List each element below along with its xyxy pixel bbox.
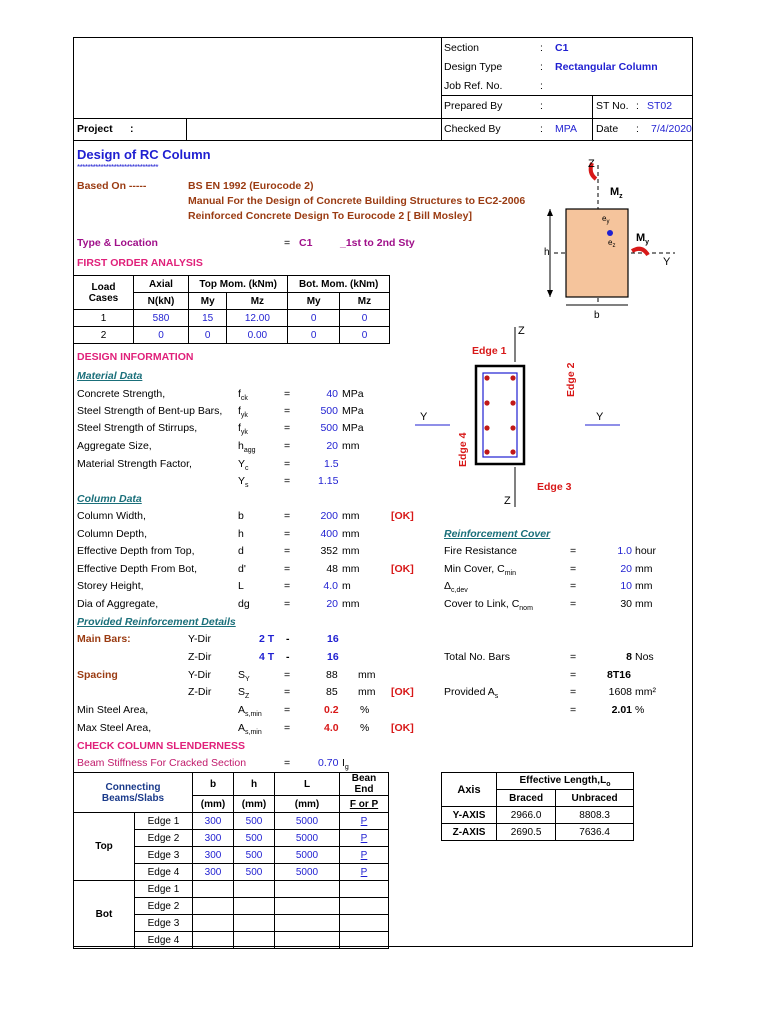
colon: : [540,100,543,112]
cover-label: $\Delta_{c,dev}$ [444,580,468,595]
equals: = [570,545,577,557]
edge-cell: Edge 3 [135,847,193,864]
y-bar-count[interactable]: 2 T [259,633,275,645]
equals: = [570,669,577,681]
fp-cell[interactable]: P [340,830,389,847]
column-value[interactable]: 4.0 [323,580,338,592]
bot-my-cell[interactable]: 0 [288,327,340,344]
material-symbol: $f_{yk}$ [238,422,248,437]
provided-pct-value: 2.01 [611,704,632,716]
l-cell[interactable]: 5000 [275,830,340,847]
st-no-label: ST No. [596,100,629,112]
cover-value[interactable]: 10 [620,580,632,592]
colon: : [540,80,543,92]
column-label: Effective Depth From Bot, [77,563,198,575]
edge-diagram [410,322,630,512]
edge-cell: Edge 4 [135,864,193,881]
sz-symbol: $S_Z$ [238,686,250,701]
bot-mz-cell[interactable]: 0 [339,327,389,344]
column-unit: mm [342,528,360,540]
b-cell[interactable]: 300 [193,847,234,864]
cover-value[interactable]: 20 [620,563,632,575]
material-symbol: $Y_c$ [238,458,249,473]
material-label: Aggregate Size, [77,440,152,452]
equals: = [284,545,291,557]
asmax-symbol: $A_{s,min}$ [238,722,262,737]
h-unit: (mm) [234,796,275,813]
material-value[interactable]: 500 [320,405,338,417]
sy-symbol: $S_Y$ [238,669,250,684]
sz-unit: mm [358,686,376,698]
column-symbol: dg [238,598,250,610]
design-type-value: Rectangular Column [555,61,658,73]
ey-label: $e_y$ [602,214,610,225]
rebar-icon [510,449,515,454]
material-symbol: $f_{yk}$ [238,405,248,420]
y-bar-dia[interactable]: 16 [327,633,339,645]
material-heading: Material Data [77,370,143,382]
equals: = [284,757,291,769]
y-label: Y [596,411,604,423]
colon: : [540,123,543,135]
material-value[interactable]: 1.5 [324,458,339,470]
unbraced-cell: 7636.4 [556,824,634,841]
column-label: Storey Height, [77,580,144,592]
b-cell[interactable]: 300 [193,830,234,847]
location-value: _1st to 2nd Sty [340,237,415,249]
section-value: C1 [555,42,569,54]
type-value: C1 [299,237,313,249]
l-cell[interactable]: 5000 [275,864,340,881]
top-label: Top [74,813,135,881]
max-steel-label: Max Steel Area, [77,722,152,734]
edge-2-label: Edge 2 [565,362,577,397]
prepared-label: Prepared By [444,100,503,112]
first-order-heading: FIRST ORDER ANALYSIS [77,257,203,269]
h-cell[interactable] [234,915,275,932]
column-unit: mm [342,563,360,575]
material-value[interactable]: 1.15 [318,475,339,487]
section-label: Section [444,42,480,54]
material-value[interactable]: 40 [326,388,338,400]
based-on-label: Based On ----- [77,180,147,192]
material-unit: mm [342,440,360,452]
min-steel-label: Min Steel Area, [77,704,149,716]
h-cell[interactable] [234,932,275,949]
header-divider [592,95,593,141]
sz-value: 85 [326,686,338,698]
page-title: Design of RC Column [77,147,211,162]
material-symbol: $f_{ck}$ [238,388,248,403]
beam-end-header: Bean End [340,773,389,796]
top-moment-header: Top Mom. (kNm) [189,276,288,293]
fp-cell[interactable]: P [340,847,389,864]
axial-unit-header: N(kN) [134,293,189,310]
l-cell[interactable]: 5000 [275,813,340,830]
top-mz-cell[interactable]: 0.00 [227,327,288,344]
z-bar-dia[interactable]: 16 [327,651,339,663]
equals: = [284,598,291,610]
mz-header: Mz [339,293,389,310]
l-cell[interactable]: 5000 [275,847,340,864]
column-value[interactable]: 200 [320,510,338,522]
rebar-icon [484,425,489,430]
y-label: Y [420,411,428,423]
table-row [74,881,389,898]
material-label: Steel Strength of Stirrups, [77,422,198,434]
total-bars-unit: Nos [635,651,654,663]
equals: = [284,686,291,698]
column-symbol: d [238,545,244,557]
sy-value: 88 [326,669,338,681]
bot-mz-cell[interactable]: 0 [339,310,389,327]
provided-as-value: 1608 [608,686,632,698]
axial-cell[interactable]: 0 [134,327,189,344]
case-cell: 1 [74,310,134,327]
column-label: Column Width, [77,510,146,522]
checked-value: MPA [555,123,577,135]
column-symbol: b [238,510,244,522]
min-steel-value: 0.2 [324,704,339,716]
edge-cell: Edge 1 [135,881,193,898]
top-my-cell[interactable]: 15 [189,310,227,327]
material-unit: MPa [342,405,364,417]
my-header: My [288,293,340,310]
top-my-cell[interactable]: 0 [189,327,227,344]
rebar-icon [510,375,515,380]
beam-stiffness-value[interactable]: 0.70 [318,757,339,769]
table-row [74,327,390,344]
edge-cell: Edge 2 [135,830,193,847]
equals: = [284,563,291,575]
colon: : [540,42,543,54]
equals: = [284,704,291,716]
l-header: L [275,773,340,796]
h-header: h [234,773,275,796]
rebar-icon [484,449,489,454]
axial-cell[interactable]: 580 [134,310,189,327]
project-label: Project [77,123,113,135]
h-cell[interactable]: 500 [234,813,275,830]
equals: = [284,388,291,400]
top-mz-cell[interactable]: 12.00 [227,310,288,327]
st-no-value: ST02 [647,100,673,112]
max-steel-value: 4.0 [324,722,339,734]
percent: % [635,704,645,716]
b-unit: (mm) [193,796,234,813]
bot-label: Bot [74,881,135,949]
b-cell[interactable]: 300 [193,813,234,830]
fp-cell[interactable]: P [340,864,389,881]
header-rule [73,118,442,119]
load-cases-header: Load Cases [74,276,134,310]
cover-value[interactable]: 1.0 [617,545,632,557]
equals: = [284,510,291,522]
table-row [74,813,389,830]
h-cell[interactable]: 500 [234,847,275,864]
header-rule [441,118,693,119]
total-bars-value: 8 [626,651,632,663]
braced-cell: 2966.0 [497,807,556,824]
braced-header: Braced [497,790,556,807]
header-rule [441,95,693,96]
column-rect [566,209,628,297]
cover-label: Min Cover, $C_{min}$ [444,563,516,578]
fp-cell[interactable]: P [340,813,389,830]
axial-header: Axial [134,276,189,293]
material-symbol: $Y_s$ [238,475,249,490]
beams-header: Connecting Beams/Slabs [74,773,193,813]
type-location-label: Type & Location [77,237,158,249]
mz-header: Mz [227,293,288,310]
dash: - [286,633,290,645]
bars-description: 8T16 [607,669,631,681]
b-cell[interactable] [193,915,234,932]
cover-label: Cover to Link, $C_{nom}$ [444,598,533,613]
b-header: b [193,773,234,796]
material-unit: MPa [342,422,364,434]
edge-4-label: Edge 4 [457,432,469,467]
date-value: 7/4/2020 [651,123,692,135]
material-value[interactable]: 500 [320,422,338,434]
rebar-icon [484,375,489,380]
axis-header: Axis [442,773,497,807]
effective-length-table [441,772,634,841]
z-dir-label: Z-Dir [188,686,212,698]
case-cell: 2 [74,327,134,344]
reference-line: BS EN 1992 (Eurocode 2) [188,180,314,192]
h-label: h [544,247,550,258]
column-value[interactable]: 20 [326,598,338,610]
reinforcement-heading: Provided Reinforcement Details [77,616,236,628]
column-unit: m [342,580,351,592]
percent: % [360,722,370,734]
colon: : [636,123,639,135]
percent: % [360,704,370,716]
material-symbol: $h_{agg}$ [238,440,256,455]
y-dir-label: Y-Dir [188,669,211,681]
bot-my-cell[interactable]: 0 [288,310,340,327]
equals: = [570,563,577,575]
column-label: Dia of Aggregate, [77,598,159,610]
material-value[interactable]: 20 [326,440,338,452]
equals: = [284,237,291,249]
b-label: b [594,310,600,321]
cover-unit: mm [635,563,653,575]
table-row [442,824,634,841]
connecting-beams-table [73,772,389,949]
load-case-table [73,275,390,344]
ok-flag: [OK] [391,563,414,575]
fp-cell[interactable] [340,915,389,932]
cover-unit: mm [635,580,653,592]
rebar-icon [484,400,489,405]
reference-line: Manual For the Design of Concrete Building Structures to EC2-2006 [188,195,526,207]
equals: = [570,686,577,698]
equals: = [284,580,291,592]
column-value: 48 [326,563,338,575]
equals: = [284,475,291,487]
rebar-icon [510,425,515,430]
l-cell[interactable] [275,932,340,949]
colon: : [636,100,639,112]
checked-label: Checked By [444,123,501,135]
cover-value: 30 [620,598,632,610]
equals: = [284,722,291,734]
asmin-symbol: $A_{s,min}$ [238,704,262,719]
h-cell[interactable] [234,898,275,915]
ig-symbol: $I_g$ [342,757,349,772]
cover-unit: mm [635,598,653,610]
design-info-heading: DESIGN INFORMATION [77,351,194,363]
cover-heading: Reinforcement Cover [444,528,551,540]
equals: = [284,669,291,681]
slenderness-heading: CHECK COLUMN SLENDERNESS [77,740,246,752]
z-bar-count[interactable]: 4 T [259,651,275,663]
column-unit: mm [342,510,360,522]
equals: = [284,405,291,417]
dash: - [286,651,290,663]
sy-unit: mm [358,669,376,681]
equals: = [570,704,577,716]
job-ref-label: Job Ref. No. [444,80,503,92]
b-cell[interactable]: 300 [193,864,234,881]
cover-unit: hour [635,545,657,557]
y-dir-label: Y-Dir [188,633,211,645]
l-cell[interactable] [275,881,340,898]
ez-label: $e_z$ [608,238,616,249]
b-cell[interactable] [193,898,234,915]
rebar-icon [510,400,515,405]
table-row [442,807,634,824]
edge-3-label: Edge 3 [537,481,572,493]
column-section-diagram [530,155,680,325]
equals: = [570,580,577,592]
total-bars-label: Total No. Bars [444,651,510,663]
column-symbol: h [238,528,244,540]
h-cell[interactable]: 500 [234,830,275,847]
axis-cell: Y-AXIS [442,807,497,824]
z-label: Z [504,495,511,507]
my-moment-icon [632,249,648,255]
z-label: Z [518,325,525,337]
h-cell[interactable]: 500 [234,864,275,881]
column-value[interactable]: 400 [320,528,338,540]
edge-cell: Edge 3 [135,915,193,932]
z-dir-label: Z-Dir [188,651,212,663]
design-type-label: Design Type [444,61,503,73]
main-bars-label: Main Bars: [77,633,131,645]
l-cell[interactable] [275,915,340,932]
ok-flag: [OK] [391,686,414,698]
column-label: Effective Depth from Top, [77,545,195,557]
eff-length-header: Effective $Length,L_o$ [497,773,634,790]
b-cell[interactable] [193,881,234,898]
material-label: Concrete Strength, [77,388,166,400]
y-label: Y [663,256,671,268]
equals: = [284,528,291,540]
column-symbol: L [238,580,244,592]
unbraced-cell: 8808.3 [556,807,634,824]
equals: = [284,440,291,452]
title-underline-stars: ******************************* [77,163,159,172]
column-heading: Column Data [77,493,142,505]
colon: : [130,123,134,135]
l-cell[interactable] [275,898,340,915]
column-unit: mm [342,598,360,610]
material-unit: MPa [342,388,364,400]
table-row [74,310,390,327]
braced-cell: 2690.5 [497,824,556,841]
ok-flag: [OK] [391,510,414,522]
date-label: Date [596,123,619,135]
mz-label: $M_z$ [610,186,623,200]
arrow-icon [547,290,553,297]
load-point-icon [607,230,613,236]
material-label: Material Strength Factor, [77,458,192,470]
header-rule [73,140,693,141]
header-divider [441,37,442,141]
reference-line: Reinforced Concrete Design To Eurocode 2 [ Bill Mosley] [188,210,472,222]
column-symbol: d' [238,563,246,575]
equals: = [570,598,577,610]
l-unit: (mm) [275,796,340,813]
b-cell[interactable] [193,932,234,949]
colon: : [540,61,543,73]
edge-cell: Edge 1 [135,813,193,830]
column-unit: mm [342,545,360,557]
equals: = [284,458,291,470]
fp-cell[interactable] [340,932,389,949]
bot-moment-header: Bot. Mom. (kNm) [288,276,390,293]
ok-flag: [OK] [391,722,414,734]
unbraced-header: Unbraced [556,790,634,807]
axis-cell: Z-AXIS [442,824,497,841]
fp-cell[interactable] [340,898,389,915]
spacing-label: Spacing [77,669,118,681]
equals: = [570,651,577,663]
column-value: 352 [320,545,338,557]
cover-label: Fire Resistance [444,545,517,557]
fp-unit: F or P [340,796,389,813]
h-cell[interactable] [234,881,275,898]
edge-cell: Edge 4 [135,932,193,949]
beam-stiffness-label: Beam Stiffness For Cracked Section [77,757,247,769]
arrow-icon [547,209,553,216]
provided-as-unit: mm² [635,686,656,698]
my-header: My [189,293,227,310]
column-label: Column Depth, [77,528,148,540]
material-label: Steel Strength of Bent-up Bars, [77,405,223,417]
z-label: Z [588,158,595,170]
provided-as-label: Provided $A_s$ [444,686,499,701]
equals: = [284,422,291,434]
edge-cell: Edge 2 [135,898,193,915]
fp-cell[interactable] [340,881,389,898]
header-divider [186,118,187,141]
edge-1-label: Edge 1 [472,345,507,357]
my-label: $M_y$ [636,232,650,246]
